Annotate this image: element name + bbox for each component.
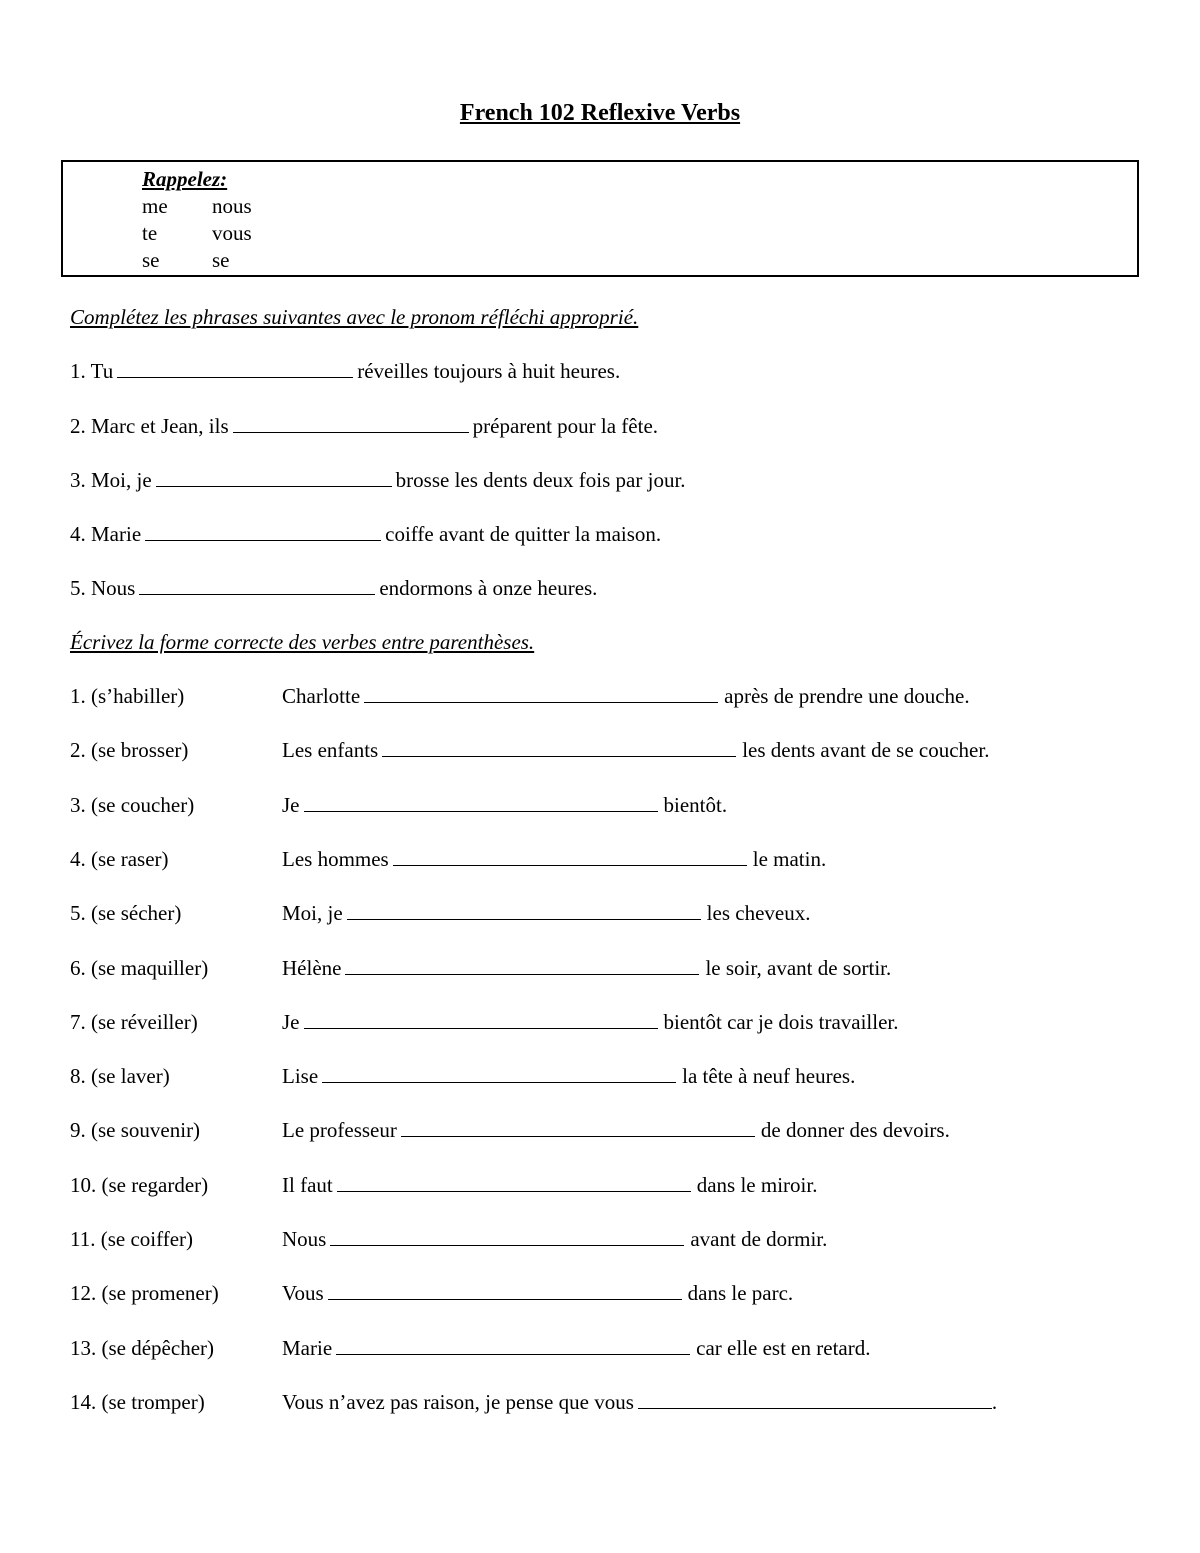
pronoun-singular: te <box>142 221 158 245</box>
item-suffix: le matin. <box>752 846 827 871</box>
answer-blank[interactable] <box>382 738 736 757</box>
verb-infinitive: 7. (se réveiller) <box>70 1009 198 1034</box>
item-suffix: après de prendre une douche. <box>724 684 970 708</box>
exercise2-sentence <box>282 1010 899 1035</box>
answer-blank[interactable] <box>393 847 747 866</box>
item-prefix: 5. Nous <box>70 576 136 600</box>
answer-blank[interactable] <box>233 414 469 433</box>
item-prefix: Lise <box>282 1064 319 1089</box>
exercise1-item <box>70 468 686 493</box>
answer-blank[interactable] <box>145 522 381 541</box>
pronoun-plural: se <box>212 248 230 272</box>
item-suffix: la tête à neuf heures. <box>682 1064 856 1089</box>
exercise2-sentence <box>282 1390 997 1415</box>
verb-infinitive: 10. (se regarder) <box>70 1172 209 1197</box>
exercise2-sentence <box>282 956 891 981</box>
item-prefix: Vous n’avez pas raison, je pense que vous <box>282 1389 634 1414</box>
section2-instruction: Écrivez la forme correcte des verbes entre parenthèses. <box>70 630 535 654</box>
answer-blank[interactable] <box>364 684 718 703</box>
exercise2-sentence <box>282 1227 827 1252</box>
verb-infinitive: 9. (se souvenir) <box>70 1118 201 1143</box>
item-prefix: Hélène <box>282 955 342 980</box>
pronoun-row <box>142 248 252 275</box>
answer-blank[interactable] <box>337 1173 691 1192</box>
answer-blank[interactable] <box>401 1118 755 1137</box>
answer-blank[interactable] <box>330 1227 684 1246</box>
pronoun-plural: vous <box>212 221 252 245</box>
exercise2-sentence <box>282 738 989 763</box>
item-prefix: Les enfants <box>282 738 379 763</box>
answer-blank[interactable] <box>156 468 392 487</box>
exercise1-item <box>70 522 661 547</box>
item-suffix: car elle est en retard. <box>696 1335 871 1360</box>
verb-infinitive: 5. (se sécher) <box>70 901 182 926</box>
item-prefix: 2. Marc et Jean, ils <box>70 414 229 438</box>
item-prefix: Je <box>282 792 300 817</box>
exercise1-item <box>70 359 620 384</box>
answer-blank[interactable] <box>336 1336 690 1355</box>
pronoun-singular: se <box>142 248 160 272</box>
item-prefix: 4. Marie <box>70 522 142 546</box>
exercise2-sentence <box>282 1336 870 1361</box>
item-suffix: avant de dormir. <box>690 1227 828 1251</box>
item-prefix: Je <box>282 1009 300 1034</box>
exercise2-sentence <box>282 901 810 926</box>
item-prefix: Marie <box>282 1335 333 1360</box>
reminder-heading: Rappelez: <box>142 167 228 191</box>
item-prefix: 1. Tu <box>70 359 114 383</box>
pronoun-table <box>142 194 252 275</box>
item-prefix: Vous <box>282 1281 324 1306</box>
verb-infinitive: 11. (se coiffer) <box>70 1227 194 1251</box>
verb-infinitive: 6. (se maquiller) <box>70 955 209 980</box>
exercise2-sentence <box>282 793 727 818</box>
exercise2-sentence <box>282 847 826 872</box>
item-suffix: préparent pour la fête. <box>472 414 659 438</box>
item-suffix: brosse les dents deux fois par jour. <box>395 468 686 492</box>
answer-blank[interactable] <box>347 901 701 920</box>
answer-blank[interactable] <box>117 359 353 378</box>
pronoun-row <box>142 194 252 221</box>
exercise1-item <box>70 576 597 601</box>
item-suffix: endormons à onze heures. <box>379 576 598 600</box>
exercise2-sentence <box>282 1173 817 1198</box>
verb-infinitive: 1. (s’habiller) <box>70 684 185 708</box>
answer-blank[interactable] <box>322 1064 676 1083</box>
verb-infinitive: 4. (se raser) <box>70 846 169 871</box>
item-suffix: bientôt. <box>663 792 728 817</box>
item-suffix: de donner des devoirs. <box>760 1118 950 1143</box>
item-suffix: les cheveux. <box>706 901 811 926</box>
answer-blank[interactable] <box>304 1010 658 1029</box>
answer-blank[interactable] <box>304 793 658 812</box>
pronoun-row <box>142 221 252 248</box>
item-suffix: réveilles toujours à huit heures. <box>357 359 621 383</box>
pronoun-singular: me <box>142 194 168 218</box>
item-suffix: bientôt car je dois travailler. <box>663 1009 899 1034</box>
reminder-box <box>61 160 1139 277</box>
verb-infinitive: 14. (se tromper) <box>70 1389 205 1414</box>
verb-infinitive: 3. (se coucher) <box>70 792 195 817</box>
item-prefix: Charlotte <box>282 684 361 708</box>
item-suffix: les dents avant de se coucher. <box>742 738 990 763</box>
answer-blank[interactable] <box>638 1390 992 1409</box>
verb-infinitive: 8. (se laver) <box>70 1064 170 1089</box>
section1-instruction: Complétez les phrases suivantes avec le pronom réfléchi approprié. <box>70 305 639 329</box>
item-prefix: 3. Moi, je <box>70 468 152 492</box>
item-prefix: Il faut <box>282 1172 333 1197</box>
exercise2-sentence <box>282 1118 950 1143</box>
pronoun-plural: nous <box>212 194 252 218</box>
item-prefix: Nous <box>282 1227 327 1251</box>
item-prefix: Moi, je <box>282 901 343 926</box>
item-prefix: Les hommes <box>282 846 389 871</box>
worksheet-title: French 102 Reflexive Verbs <box>459 100 741 126</box>
item-suffix: coiffe avant de quitter la maison. <box>385 522 662 546</box>
item-suffix: le soir, avant de sortir. <box>705 955 892 980</box>
verb-infinitive: 13. (se dépêcher) <box>70 1335 215 1360</box>
verb-infinitive: 12. (se promener) <box>70 1281 219 1306</box>
item-prefix: Le professeur <box>282 1118 397 1143</box>
item-suffix: dans le parc. <box>687 1281 794 1306</box>
exercise2-sentence <box>282 684 970 709</box>
item-suffix: dans le miroir. <box>696 1172 818 1197</box>
verb-infinitive: 2. (se brosser) <box>70 738 189 763</box>
answer-blank[interactable] <box>328 1281 682 1300</box>
exercise1-item <box>70 414 658 439</box>
answer-blank[interactable] <box>139 576 375 595</box>
answer-blank[interactable] <box>345 956 699 975</box>
exercise2-sentence <box>282 1281 793 1306</box>
item-suffix: . <box>991 1389 998 1414</box>
exercise2-sentence <box>282 1064 855 1089</box>
